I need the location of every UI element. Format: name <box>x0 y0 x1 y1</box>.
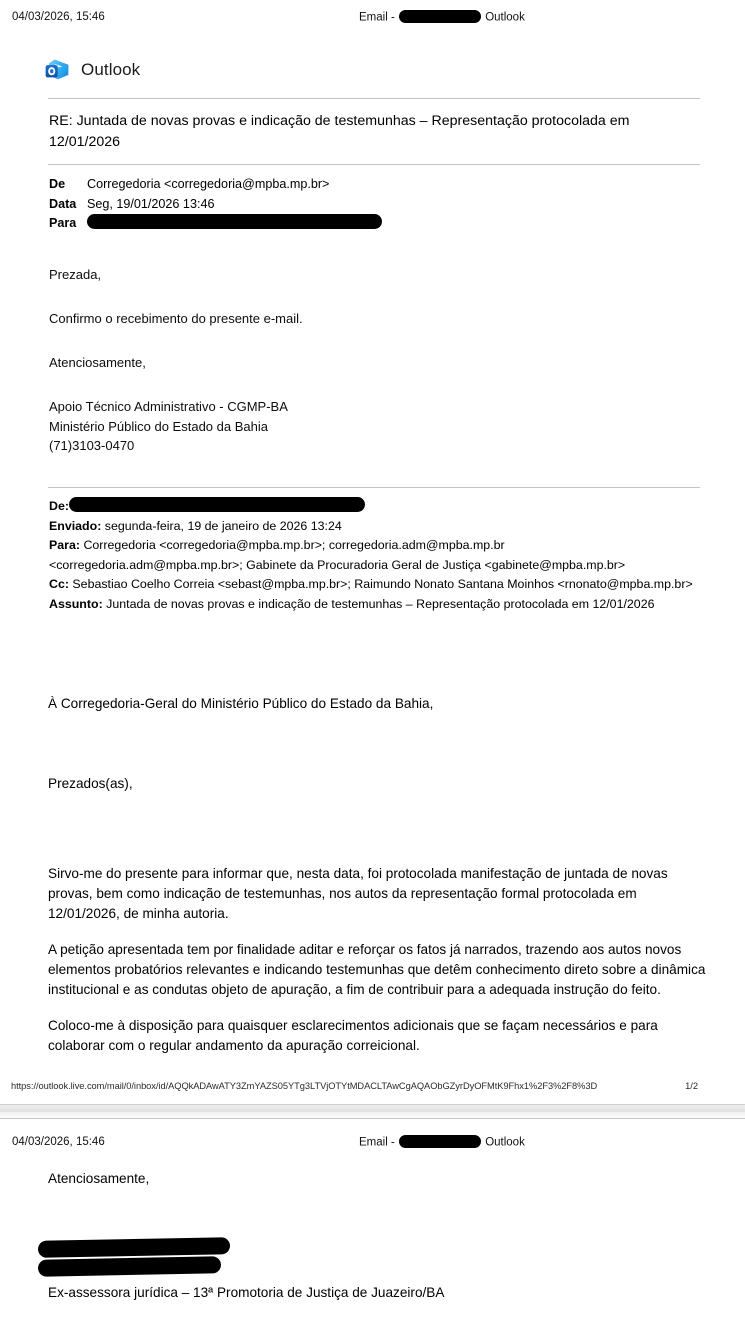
redaction-bar-recipient <box>87 214 382 229</box>
redaction-signer-name <box>38 1239 230 1275</box>
print-footer <box>0 1078 745 1098</box>
print-header-date: 04/03/2026, 15:46 <box>12 11 105 23</box>
quoted-label-from: De: <box>49 499 69 513</box>
quoted-paragraph-3: Coloco-me à disposição para quaisquer esclarecimentos adicionais que se façam necessários e para colaborar com o regular andamento da apuração correicional. <box>48 1018 658 1053</box>
quoted-signer-role: Ex-assessora jurídica – 13ª Promotoria de Justiça de Juazeiro/BA <box>48 1285 445 1300</box>
print-footer-url: https://outlook.live.com/mail/0/inbox/id/AQQkADAwATY3ZmYAZS05YTg3LTVjOTYtMDACLTAwCgAQAObGZyrDyOFMtK9Fhx1%2F3%2F8%3D <box>11 1081 598 1091</box>
print-header-title-prefix: Email - <box>359 11 395 24</box>
header-row-to <box>49 214 689 234</box>
quoted-row-to <box>49 536 697 575</box>
header-value-to <box>87 214 689 234</box>
quoted-closing: Atenciosamente, <box>48 1171 150 1186</box>
print-header-title-page2 <box>359 1136 525 1149</box>
signature-line-3: (71)3103-0470 <box>49 438 135 453</box>
print-footer-page-number: 1/2 <box>685 1081 698 1091</box>
quoted-label-subject: Assunto: <box>49 596 103 611</box>
print-header <box>0 0 745 34</box>
signature-line-1: Apoio Técnico Administrativo - CGMP-BA <box>49 399 288 414</box>
header-value-date: Seg, 19/01/2026 13:46 <box>87 196 215 211</box>
outlook-brand-label: Outlook <box>81 60 141 79</box>
print-header-page2 <box>0 1125 745 1159</box>
message-body <box>49 265 689 456</box>
message-subject: RE: Juntada de novas provas e indicação de testemunhas – Representação protocolada em 12/01/2026 <box>49 113 630 150</box>
redaction-bar-title-page2 <box>399 1135 481 1148</box>
redaction-bar-quoted-sender <box>69 497 365 512</box>
header-label-date: Data <box>49 196 77 211</box>
print-header-title-suffix-page2: Outlook <box>485 1136 525 1149</box>
quoted-row-from <box>49 497 697 517</box>
quoted-message-header <box>49 497 697 615</box>
quoted-value-subject: Juntada de novas provas e indicação de testemunhas – Representação protocolada em 12/01/2026 <box>106 596 655 611</box>
outlook-icon <box>44 57 70 83</box>
message-header-fields <box>49 175 689 234</box>
divider-quoted <box>48 487 700 488</box>
quoted-value-cc: Sebastiao Coelho Correia <sebast@mpba.mp.br>; Raimundo Nonato Santana Moinhos <rnonato@mpba.mp.br> <box>72 577 693 592</box>
print-header-title <box>359 11 525 24</box>
quoted-label-to: Para: <box>49 538 80 553</box>
header-row-from <box>49 175 689 195</box>
print-header-title-prefix-page2: Email - <box>359 1136 395 1149</box>
quoted-label-sent: Enviado: <box>49 518 102 533</box>
signature-line-2: Ministério Público do Estado da Bahia <box>49 418 268 434</box>
redaction-bar-signer-line2 <box>38 1256 221 1277</box>
quoted-row-sent <box>49 517 697 537</box>
redaction-bar-title <box>399 10 481 23</box>
quoted-addressee: À Corregedoria-Geral do Ministério Público do Estado da Bahia, <box>48 696 434 711</box>
body-line-1: Confirmo o recebimento do presente e-mail. <box>49 311 303 326</box>
header-row-date <box>49 195 689 215</box>
quoted-value-sent: segunda-feira, 19 de janeiro de 2026 13:24 <box>104 518 342 533</box>
quoted-greeting: Prezados(as), <box>48 776 133 791</box>
quoted-row-cc <box>49 575 697 595</box>
print-header-title-suffix: Outlook <box>485 11 525 24</box>
redaction-bar-signer-line1 <box>38 1237 230 1258</box>
quoted-value-to: Corregedoria <corregedoria@mpba.mp.br>; corregedoria.adm@mpba.mp.br <corregedoria.adm@mpba.mp.br>; Gabinete da Procuradoria Geral de Justiça <gabinete@mpba.mp.br> <box>49 538 626 572</box>
quoted-label-cc: Cc: <box>49 577 69 592</box>
header-value-from: Corregedoria <corregedoria@mpba.mp.br> <box>87 177 330 191</box>
outlook-brand <box>44 57 140 83</box>
divider-top <box>48 98 700 99</box>
header-label-from: De <box>49 177 66 191</box>
print-header-date-page2: 04/03/2026, 15:46 <box>12 1136 105 1148</box>
divider-subject <box>48 164 700 165</box>
quoted-message-body <box>48 694 708 1056</box>
body-closing: Atenciosamente, <box>49 355 146 370</box>
quoted-row-subject <box>49 595 697 615</box>
body-greeting: Prezada, <box>49 267 102 282</box>
header-label-to: Para <box>49 216 77 230</box>
page-break <box>0 1098 745 1125</box>
quoted-paragraph-2: A petição apresentada tem por finalidade aditar e reforçar os fatos já narrados, trazendo aos autos novos elementos probatórios relevantes e indicando testemunhas que detêm conhecimento direto sobre a dinâmica institucional e as condutas objeto de apuração, a fim de contribuir para a adequada instrução do feito. <box>48 942 706 997</box>
quoted-paragraph-1: Sirvo-me do presente para informar que, nesta data, foi protocolada manifestação de juntada de novas provas, bem como indicação de testemunhas, nos autos da representação formal protocolada em 12/01/2026, de minha autoria. <box>48 866 668 921</box>
